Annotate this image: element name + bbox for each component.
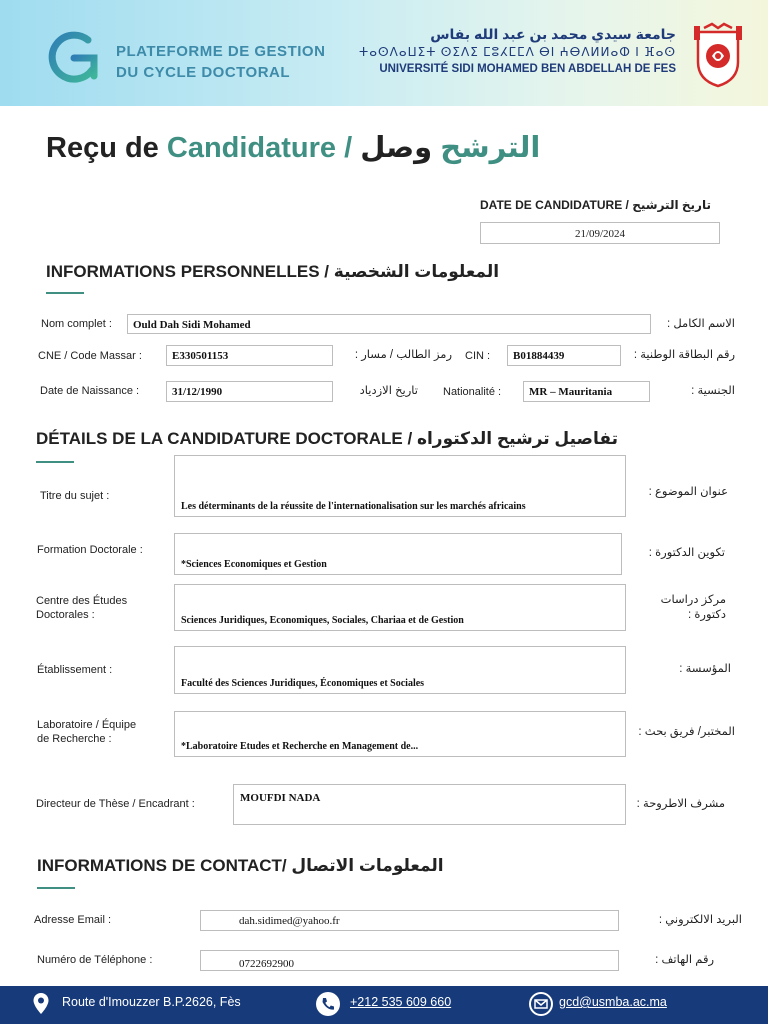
section-title-contact: INFORMATIONS DE CONTACT/ المعلومات الاتصال (37, 856, 444, 875)
nationality-field: MR – Mauritania (523, 381, 650, 402)
laboratory-value: *Laboratoire Etudes et Recherche en Management de... (181, 741, 419, 752)
center-field (174, 584, 626, 631)
formation-label-arabic: تكوين الدكتورة : (648, 547, 725, 559)
footer-phone-link[interactable]: +212 535 609 660 (350, 995, 452, 1009)
laboratory-label-line-1: Laboratoire / Équipe (37, 719, 137, 731)
email-label-arabic: البريد الالكتروني : (658, 914, 742, 926)
center-label-arabic-line-1: مركز دراسات (660, 594, 726, 606)
university-crest-icon (690, 22, 746, 88)
nationality-label-arabic: الجنسية : (691, 385, 735, 397)
cne-field: E330501153 (166, 345, 333, 366)
title-suffix: وصل (360, 132, 441, 164)
cin-label-arabic: رقم البطاقة الوطنية : (633, 349, 735, 361)
director-field (233, 784, 626, 825)
establishment-value: Faculté des Sciences Juridiques, Économiques et Sociales (181, 678, 425, 689)
subject-label: Titre du sujet : (40, 490, 110, 502)
establishment-field (174, 646, 626, 694)
email-field: dah.sidimed@yahoo.fr (200, 910, 619, 931)
section-rule-doctoral (36, 461, 74, 463)
page-title (46, 130, 540, 165)
birthdate-label: Date de Naissance : (40, 385, 140, 397)
mail-icon (529, 992, 553, 1016)
section-rule-personal (46, 292, 84, 294)
title-accent: Candidature / الترشح (166, 132, 541, 164)
center-value: Sciences Juridiques, Economiques, Sociales, Chariaa et de Gestion (181, 615, 464, 626)
platform-name (116, 41, 325, 83)
subject-value: Les déterminants de la réussite de l'internationalisation sur les marchés africains (181, 501, 526, 512)
nationality-label: Nationalité : (443, 386, 502, 398)
location-pin-icon (32, 992, 50, 1016)
section-title-personal: INFORMATIONS PERSONNELLES / المعلومات الشخصية (46, 262, 500, 281)
cin-label: CIN : (465, 350, 491, 362)
formation-label: Formation Doctorale : (37, 544, 143, 556)
page-header (0, 0, 768, 106)
fullname-field: Ould Dah Sidi Mohamed (127, 314, 651, 334)
laboratory-field (174, 711, 626, 757)
director-label-arabic: مشرف الاطروحة : (636, 798, 725, 810)
university-name-arabic: جامعة سيدي محمد بن عبد الله بفاس (430, 26, 676, 42)
footer-email-link[interactable]: gcd@usmba.ac.ma (559, 995, 667, 1009)
platform-line-2: DU CYCLE DOCTORAL (116, 64, 291, 81)
fullname-label-arabic: الاسم الكامل : (666, 318, 735, 330)
director-value: MOUFDI NADA (240, 792, 321, 804)
laboratory-label-line-2: de Recherche : (37, 733, 112, 745)
formation-value: *Sciences Economiques et Gestion (181, 559, 327, 570)
birthdate-label-arabic: تاريخ الازدياد (359, 385, 418, 397)
platform-logo-icon (44, 30, 106, 86)
birthdate-field: 31/12/1990 (166, 381, 333, 402)
phone-icon (315, 991, 341, 1017)
candidature-date-label: DATE DE CANDIDATURE / تاريخ الترشيح (480, 198, 711, 212)
center-label-line-2: Doctorales : (36, 609, 95, 621)
director-label: Directeur de Thèse / Encadrant : (36, 798, 195, 810)
cne-label: CNE / Code Massar : (38, 350, 142, 362)
phone-label: Numéro de Téléphone : (37, 954, 153, 966)
center-label-line-1: Centre des Études (36, 595, 128, 607)
subject-label-arabic: عنوان الموضوع : (648, 486, 728, 498)
phone-label-arabic: رقم الهاتف : (655, 954, 714, 966)
subject-field (174, 455, 626, 517)
cin-field: B01884439 (507, 345, 621, 366)
center-label-arabic-line-2: دكتورة : (688, 609, 726, 621)
cne-label-arabic: رمز الطالب / مسار : (354, 349, 452, 361)
section-rule-contact (37, 887, 75, 889)
email-label: Adresse Email : (34, 914, 112, 926)
fullname-label: Nom complet : (41, 318, 112, 330)
candidature-date-field: 21/09/2024 (480, 222, 720, 244)
page-footer (0, 986, 768, 1024)
formation-field (174, 533, 622, 575)
laboratory-label-arabic: المختبر/ فريق بحث : (638, 726, 735, 738)
university-name-tifinagh: ⵜⴰⵙⴷⴰⵡⵉⵜ ⵙⵉⴷⵉ ⵎⵓⵃⵎⵎⴷ ⴱⵏ ⵄⴱⴷⵍⵍⴰⵀ ⵏ ⴼⴰⵙ (359, 45, 676, 59)
university-name-french: UNIVERSITÉ SIDI MOHAMED BEN ABDELLAH DE FES (379, 63, 676, 75)
title-prefix: Reçu de (46, 132, 167, 164)
section-title-doctoral: DÉTAILS DE LA CANDIDATURE DOCTORALE / تفاصيل ترشيح الدكتوراه (36, 429, 618, 448)
platform-line-1: PLATEFORME DE GESTION (116, 43, 326, 60)
footer-address: Route d'Imouzzer B.P.2626, Fès (62, 995, 241, 1009)
phone-field: 0722692900 (200, 950, 619, 971)
establishment-label-arabic: المؤسسة : (679, 663, 731, 675)
establishment-label: Établissement : (37, 664, 113, 676)
